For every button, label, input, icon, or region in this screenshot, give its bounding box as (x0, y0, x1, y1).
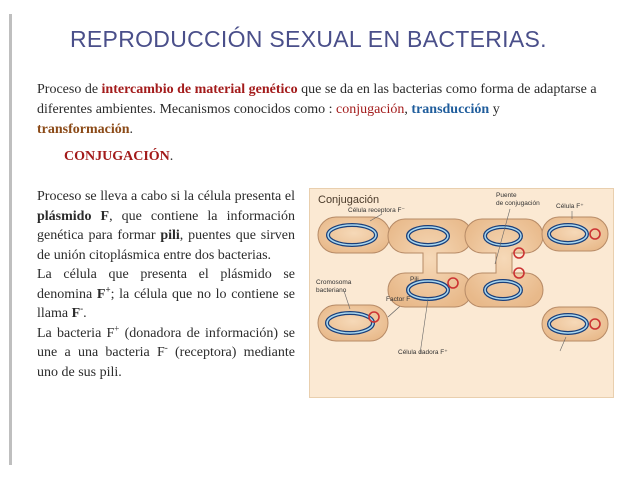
fminus-letter: F (71, 306, 81, 321)
recipient-cell-left (318, 217, 390, 253)
section-heading-period: . (169, 149, 174, 164)
section-heading (64, 149, 173, 165)
label-celula-receptora: Célula receptora F⁻ (348, 207, 405, 214)
body-text-7: La bacteria F (37, 325, 115, 341)
intro-text-3: , (404, 102, 412, 117)
result-cell-right-bottom (542, 307, 608, 341)
body-text-6: . (83, 306, 87, 321)
donor-cell-left (318, 299, 408, 341)
body-text-8: (donadora de información) se une a una bacteria F (37, 325, 295, 360)
body-text-5: ; la célula que no lo contiene se llama (37, 286, 295, 321)
label-celula-f-plus: Célula F⁺ (556, 203, 584, 210)
body-sup-7: + (114, 322, 120, 333)
conjugation-figure (309, 188, 614, 398)
label-puente-conjugacion: Puente de conjugación (496, 192, 540, 207)
label-cromosoma-bacteriano: Cromosoma bacteriano (316, 279, 352, 294)
body-bold-fplus (96, 283, 111, 302)
slide-title: REPRODUCCIÓN SEXUAL EN BACTERIAS. (70, 26, 547, 52)
body-text-3: , puentes que sirven de unión citoplásmica entre dos bacterias. (37, 228, 295, 263)
keyword-conjugacion: conjugación (335, 102, 405, 117)
intro-text-1: Proceso de (37, 82, 102, 97)
fplus-sup: + (105, 283, 111, 294)
conjugating-cells-right (465, 219, 543, 307)
keyword-transformacion: transformación (37, 122, 130, 137)
intro-text-2: que se da en las bacterias como forma de adaptarse a diferentes ambientes. Mecanismos conocidos como : (37, 82, 597, 117)
body-bold-pili: pili (160, 228, 180, 243)
keyword-transduccion: transducción (411, 102, 490, 117)
body-bold-fminus (71, 303, 84, 321)
body-text-2: , que contiene la información genética para formar (37, 208, 295, 243)
label-factor-f: Factor F (386, 296, 411, 303)
body-text-9: (receptora) mediante uno de sus pili. (37, 345, 295, 380)
fminus-sup: - (80, 303, 84, 314)
intro-text-5: . (129, 122, 134, 137)
left-accent-bar (9, 14, 12, 465)
body-text-4: La célula que presenta el plásmido se denomina (37, 267, 295, 302)
keyword-intercambio: intercambio de material genético (101, 82, 298, 97)
figure-title: Conjugación (318, 194, 380, 206)
intro-paragraph (37, 80, 597, 140)
section-heading-text: CONJUGACIÓN (64, 149, 170, 164)
conjugation-illustration (310, 189, 615, 399)
fplus-letter: F (96, 286, 106, 302)
body-text-1: Proceso se lleva a cabo si la célula presenta el (37, 189, 295, 204)
result-cell-right-top (542, 217, 608, 251)
conjugating-cells-middle (388, 219, 472, 307)
label-pili: Pili (410, 276, 419, 283)
label-celula-dadora: Célula dadora F⁺ (398, 349, 448, 356)
body-bold-plasmido: plásmido F (37, 208, 110, 224)
intro-text-4: y (489, 102, 500, 117)
body-sup-8: - (164, 342, 168, 353)
conjugation-description (37, 187, 295, 382)
